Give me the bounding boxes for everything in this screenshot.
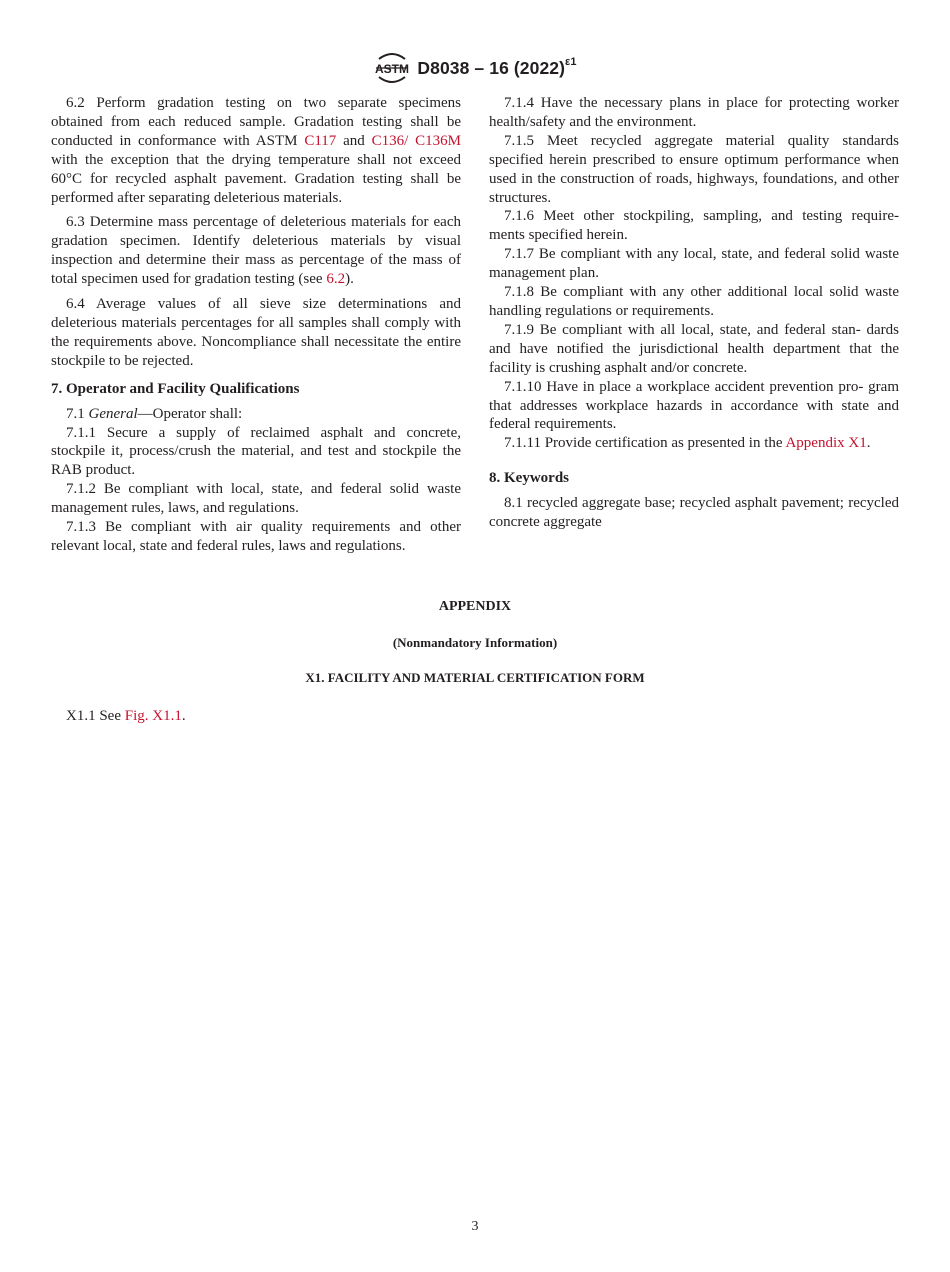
appendix-title: APPENDIX xyxy=(438,599,512,614)
paragraph-7-1-10: 7.1.10 Have in place a workplace accident prevention pro- gram that addresses workplace hazards in accordance with state and federal requirements. xyxy=(489,378,899,433)
left-column xyxy=(51,94,461,556)
paragraph-7-1-4: 7.1.4 Have the necessary plans in place for protecting worker health/safety and the environment. xyxy=(489,95,899,130)
section-heading-8: 8. Keywords xyxy=(489,470,569,487)
right-column xyxy=(489,94,899,532)
svg-text:ASTM: ASTM xyxy=(375,62,410,76)
paragraph-6-4: 6.4 Average values of all sieve size determinations and deleterious materials percentages for all samples shall comply with the requirements above. Noncompliance shall necessitate the entire stockpile to be rejected. xyxy=(51,296,461,369)
paragraph-7-1-3: 7.1.3 Be compliant with air quality requirements and other relevant local, state and federal rules, laws and regulations. xyxy=(51,519,461,554)
paragraph-7-1-7: 7.1.7 Be compliant with any local, state, and federal solid waste management plan. xyxy=(489,246,899,282)
paragraph-6-2: 6.2 Perform gradation testing on two separate specimens obtained from each reduced sample. Gradation testing shall be conducted in conformance with ASTM C117 and C136/ C136M with the exception that the drying temperature shall not exceed 60°C for recycled asphalt pavement. Gradation testing shall be performed after separating deleterious materials. xyxy=(51,95,461,206)
paragraph-7-1: 7.1 General—Operator shall: xyxy=(66,405,243,422)
paragraph-8-1: 8.1 recycled aggregate base; recycled asphalt pavement; recycled concrete aggregate xyxy=(489,495,899,531)
link-section-6-2[interactable]: 6.2 xyxy=(326,271,346,288)
appendix-subtitle: (Nonmandatory Information) xyxy=(392,635,558,650)
paragraph-7-1-2: 7.1.2 Be compliant with local, state, and federal solid waste management rules, laws, and regulations. xyxy=(51,481,461,517)
paragraph-7-1-8: 7.1.8 Be compliant with any other additional local solid waste handling regulations or requirements. xyxy=(489,284,899,319)
link-fig-x1-1[interactable]: Fig. X1.1 xyxy=(124,708,182,724)
epsilon-superscript: ε1 xyxy=(565,55,577,68)
paragraph-x1-1: X1.1 See Fig. X1.1. xyxy=(66,708,186,724)
paragraph-7-1-1: 7.1.1 Secure a supply of reclaimed asphalt and concrete, stockpile it, process/crush the material, and test and stockpile the RAB product. xyxy=(51,424,461,479)
section-heading-7: 7. Operator and Facility Qualifications xyxy=(51,380,300,397)
document-designation: D8038 – 16 $(2022)^{\varepsilon 1}$ xyxy=(417,55,577,78)
paragraph-7-1-9: 7.1.9 Be compliant with all local, state, and federal stan- dards and have notified the jurisdictional health department that the facility is crushing asphalt and/or concrete. xyxy=(489,321,899,376)
appendix-section-heading: X1. FACILITY AND MATERIAL CERTIFICATION FORM xyxy=(305,670,645,685)
paragraph-7-1-5: 7.1.5 Meet recycled aggregate material quality standards specified herein prescribed to ensure optimum performance when used in the construction of roads, highways, foundations, and other structures. xyxy=(489,132,899,206)
paragraph-7-1-6: 7.1.6 Meet other stockpiling, sampling, and testing require- ments specified herein. xyxy=(489,208,899,244)
page-number: 3 xyxy=(471,1219,479,1234)
link-c117[interactable]: C117 xyxy=(304,132,337,149)
page-header xyxy=(0,50,950,86)
link-appendix-x1[interactable]: Appendix X1 xyxy=(785,435,867,452)
link-c136[interactable]: C136/ C136M xyxy=(371,132,461,149)
paragraph-6-3: 6.3 Determine mass percentage of deleterious materials for each gradation specimen. Identify deleterious materials by visual inspection and determine their mass as percentage of the mass of total specimen used for gradation testing (see 6.2). xyxy=(51,214,461,288)
astm-logo-icon xyxy=(373,51,411,85)
paragraph-7-1-11: 7.1.11 Provide certification as presented in the Appendix X1. xyxy=(504,435,871,452)
